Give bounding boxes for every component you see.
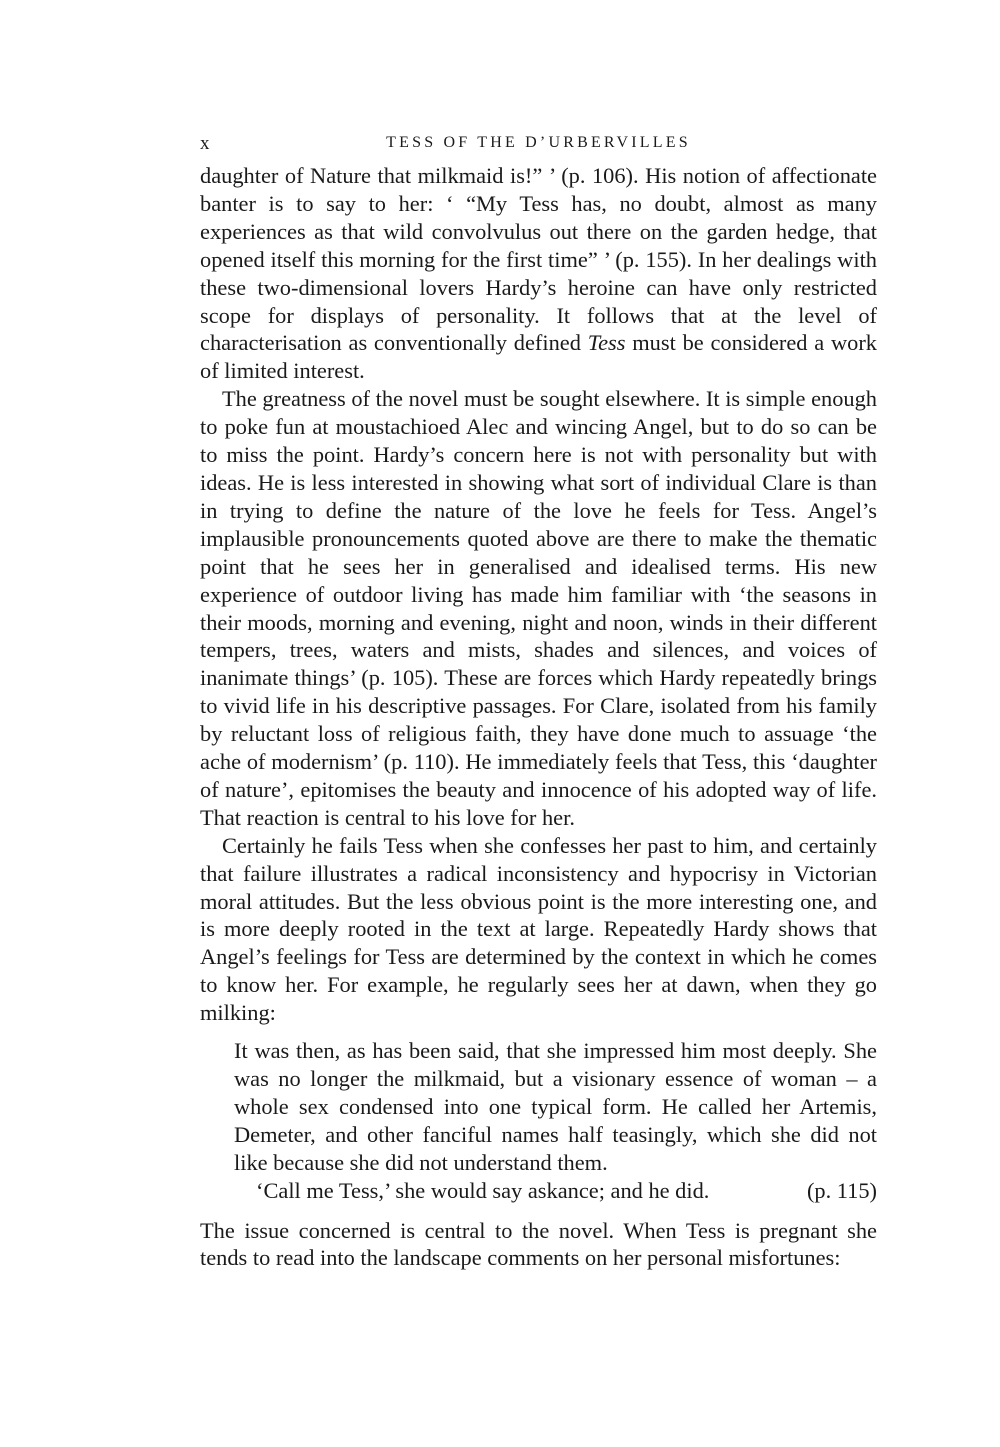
book-title-italic: Tess — [587, 330, 626, 356]
block-quote-text: It was then, as has been said, that she impressed him most deeply. She was no longer the milkmaid, but a visionary essence of woman – a whole sex condensed into one typical form. He called her Artemis, Demeter, and other fanciful names half teasingly, which she did not like because she did not understand them. — [234, 1038, 877, 1175]
running-title: TESS OF THE D’URBERVILLES — [386, 134, 691, 151]
paragraph-3: Certainly he fails Tess when she confesses her past to him, and certainly that failure illustrates a radical inconsistency and hypocrisy in Victorian moral attitudes. But the less obvious point is the more interesting one, and is more deeply rooted in the text at large. Repeatedly Hardy shows that Angel’s feelings for Tess are determined by the context in which he comes to know her. For example, he regularly sees her at dawn, when they go milking: — [200, 832, 877, 1026]
paragraph-2: The greatness of the novel must be sought elsewhere. It is simple enough to poke fun at moustachioed Alec and wincing Angel, but to do so can be to miss the point. Hardy’s concern here is not with personality but with ideas. He is less interested in showing what sort of individual Clare is than in trying to define the nature of the love he feels for Tess. Angel’s implausible pronouncements quoted above are there to make the thematic point that he sees her in generalised and idealised terms. His new experience of outdoor living has made him familiar with ‘the seasons in their moods, morning and evening, night and noon, winds in their different tempers, trees, waters and mists, shades and silences, and voices of inanimate things’ (p. 105). These are forces which Hardy repeatedly brings to vivid life in his descriptive passages. For Clare, isolated from his family by reluctant loss of religious faith, they have done much to assuage ‘the ache of modernism’ (p. 110). He immediately feels that Tess, this ‘daughter of nature’, epitomises the beauty and innocence of his adopted way of life. That reaction is central to his love for her. — [200, 386, 877, 830]
block-quote-speech: ‘Call me Tess,’ she would say askance; and he did. — [256, 1177, 710, 1203]
body-text — [200, 162, 877, 1027]
paragraph-1-text: daughter of Nature that milkmaid is!” ’ (p. 106). His notion of affectionate banter is to say to her: ‘ “My Tess has, no doubt, almost as many experiences as that wild convolvulus out there on the garden hedge, that opened itself this morning for the first time” ’ (p. 155). In her dealings with these two-dimensional lovers Hardy’s heroine can have only restricted scope for displays of personality. It follows that at the level of characterisation as conventionally defined — [200, 163, 877, 356]
block-quote — [234, 1037, 877, 1204]
page-number: x — [200, 133, 210, 154]
running-head — [200, 128, 877, 162]
book-page — [200, 128, 877, 1272]
paragraph-1-end: must be considered a work of limited interest. — [200, 330, 877, 384]
body-text-continued — [200, 1217, 877, 1273]
block-quote-reference: (p. 115) — [806, 1177, 877, 1203]
block-quote-dialogue — [234, 1177, 877, 1205]
paragraph-1 — [200, 162, 877, 385]
paragraph-4: The issue concerned is central to the novel. When Tess is pregnant she tends to read into the landscape comments on her personal misfortunes: — [200, 1217, 877, 1271]
